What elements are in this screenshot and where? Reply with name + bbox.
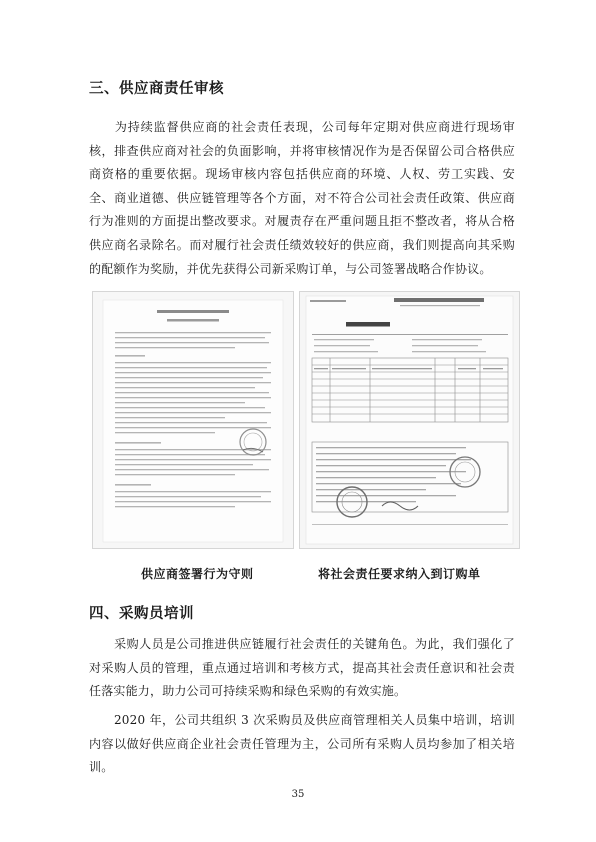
section-3-heading: 三、供应商责任审核	[89, 81, 224, 97]
code-of-conduct-scan-image	[93, 292, 293, 548]
purchase-order-scan-image	[300, 292, 519, 548]
right-figure-caption: 将社会责任要求纳入到订购单	[318, 567, 481, 581]
section-4-paragraph-1: 采购人员是公司推进供应链履行社会责任的关键角色。为此，我们强化了对采购人员的管理，重点通过培训和考核方式，提高其社会责任意识和社会责任落实能力，助力公司可持续采购和绿色采购的有效实施。	[89, 637, 515, 699]
section-3-paragraph: 为持续监督供应商的社会责任表现，公司每年定期对供应商进行现场审核，排查供应商对社会的负面影响，并将审核情况作为是否保留公司合格供应商资格的重要依据。现场审核内容包括供应商的环境、人权、劳工实践、安全、商业道德、供应链管理等各个方面，对不符合公司社会责任政策、供应商行为准则的方面提出整改要求。对履责存在严重问题且拒不整改者，将从合格供应商名录除名。而对履行社会责任绩效较好的供应商，我们则提高向其采购的配额作为奖励，并优先获得公司新采购订单，与公司签署战略合作协议。	[89, 120, 515, 276]
supplier-code-of-conduct-scan	[92, 291, 294, 549]
page-number: 35	[291, 789, 305, 800]
section-4-paragraph-2: 2020 年，公司共组织 3 次采购员及供应商管理相关人员集中培训，培训内容以做好供应商企业社会责任管理为主，公司所有采购人员均参加了相关培训。	[89, 713, 515, 775]
left-figure-caption: 供应商签署行为守则	[141, 567, 254, 581]
purchase-order-scan	[299, 291, 520, 549]
section-4-heading: 四、采购员培训	[89, 606, 194, 622]
